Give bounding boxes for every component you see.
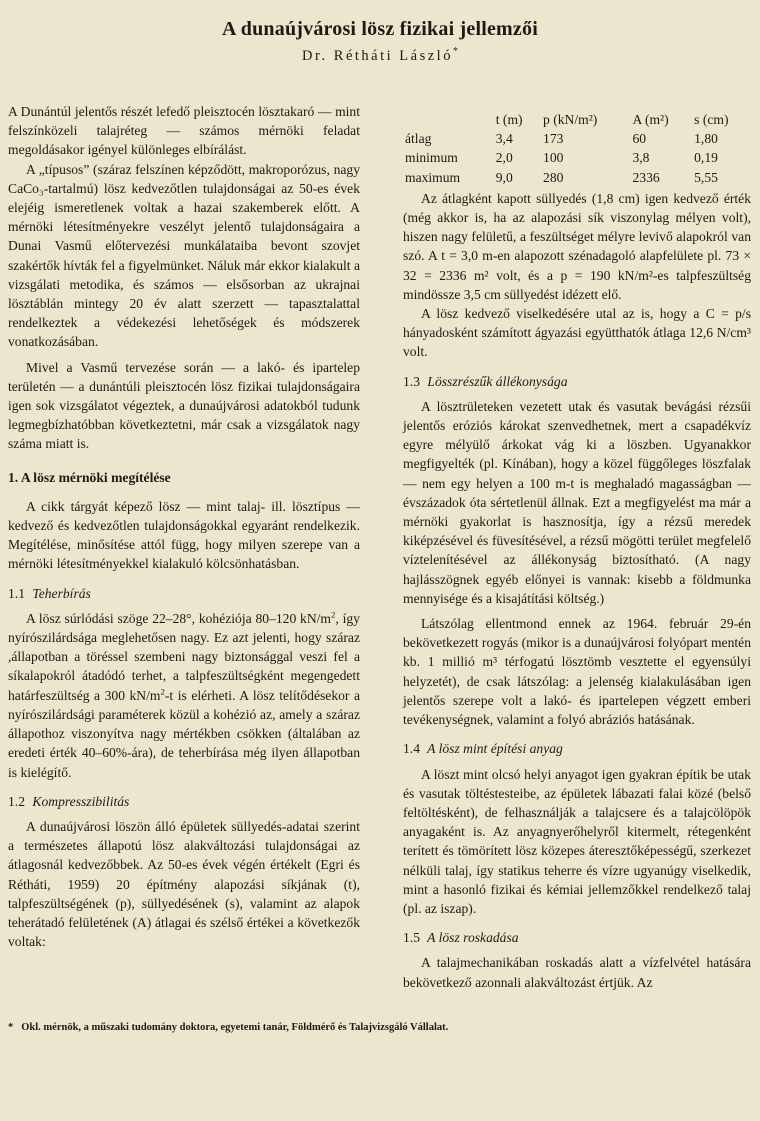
subsection-number: 1.2 <box>8 793 25 809</box>
table-cell: 2,0 <box>495 150 513 166</box>
superscript: 2 <box>331 609 336 620</box>
table-cell: 5,55 <box>694 169 718 185</box>
table-header-cell <box>403 110 494 129</box>
subsection-title: A lösz roskadása <box>427 930 519 946</box>
paragraph: A cikk tárgyát képező lösz — mint talaj- ill. lösztípus — kedvező és kedvezőtlen tulajdonságokkal egyaránt rendelkezik. Megítélése, minősítése attól függ, hogy milyen szerepe van a mérnöki létesítményekkel kialakuló kölcsönhatásban. <box>8 498 360 572</box>
subsection-title: Teherbírás <box>32 585 91 601</box>
table-header-row <box>403 110 751 129</box>
footnote-text: Okl. mérnök, a műszaki tudomány doktora, egyetemi tanár, Földmérő és Talajvizsgáló Vállalat. <box>21 1022 449 1033</box>
table-cell: minimum <box>405 150 458 166</box>
paragraph <box>8 609 360 782</box>
author-name: Dr. Rétháti László <box>302 48 453 64</box>
text-run: , így nyírószilárdsága meglehetősen nagy. Ez azt jelenti, hogy száraz ,állapotban a töréssel szembeni nagy biztonsággal veszi fel a síkalapokról átadódó terhet, a talpfeszültségként megengedett határfeszültség a 300 kN/m <box>8 610 360 703</box>
subsection-title: Kompresszibilitás <box>32 793 130 809</box>
paragraph: Az átlagként kapott süllyedés (1,8 cm) igen kedvező érték (még akkor is, ha az alapozási sík viszonylag mélyen volt), hiszen nagy felületű, a feszültséget mélyre levivő alapokról van szó. A t = 3,0 m-en alapozott szénadagoló alapfelülete pl. 73 × 32 = 2336 m² volt, és a p = 190 kN/m²-es talpfeszültség mindössze 3,5 cm süllyedést idézett elő. <box>403 190 751 302</box>
subsection-heading <box>403 739 751 758</box>
paragraph: Mivel a Vasmű tervezése során — a lakó- és ipartelep területén — a dunántúli pleisztocén lösz fizikai tulajdonságaira igen sok vizsgálatot végeztek, a dunaújvárosi adatokból tudunk legmegbízhatóbban következtetni, már csak a vizsgálatok nagy száma miatt is. <box>8 359 360 452</box>
footnote-mark: * <box>8 1022 14 1033</box>
table-cell: 173 <box>543 131 564 147</box>
subsection-heading <box>403 928 751 947</box>
table-header-cell: s (cm) <box>694 112 729 127</box>
subsection-heading <box>8 792 360 811</box>
article-author <box>0 48 760 65</box>
table-cell: 1,80 <box>694 131 718 147</box>
text-run: -t is elérheti. A lösz telítődésekor a nyírószilárdsági paraméterek közül a kohézió az, amely a száraz állapothoz viszonyítva nagy mértékben csökken (általában az eredeti érték 40–60%-ára), de teherbírása még ilyen állapotban is kielégítő. <box>8 687 361 780</box>
paragraph: A lösztrületeken vezetett utak és vasutak bevágási rézsűi jelentős eróziós károkat szenvedhetnek, mert a csapadékvíz egyre mélyülő árkokat vág ki a löszben. Ugyanakkor megfigyelték (pl. Kínában), hogy a közel függőleges löszfalak — nem egy helyen a 100 m-t is meghaladó magasságban — évszázadok óta sértetlenül állnak. Ezt a megfigyelést ma már a mérnöki gyakorlat is hasznosítja, így a rézsű meredek kiképzésével és füvesítésével, a rézsű mögötti terület megfelelő víztelenítésével az állékonyság biztosítható. (A nagy hajlásszögnek egyéb előnyei is vannak: kisebb a földmunka mennyisége és a kisajátítási költség.) <box>403 398 751 606</box>
table-header-cell: p (kN/m²) <box>543 112 598 127</box>
table-cell: 3,4 <box>495 131 513 147</box>
subsection-number: 1.4 <box>403 741 420 757</box>
section-heading: 1. A lösz mérnöki megítélése <box>8 469 171 485</box>
table-cell: 280 <box>543 169 564 185</box>
paragraph: A lösz kedvező viselkedésére utal az is, hogy a C = p/s hányadosként számított ágyazási együtthatók átlaga 12,6 N/cm³ volt. <box>403 306 751 360</box>
paragraph: A talajmechanikában roskadás alatt a vízfelvétel hatására bekövetkező azonnali alakváltozást értjük. Az <box>403 955 751 990</box>
left-column <box>8 102 360 951</box>
table-header-cell: A (m²) <box>632 112 669 127</box>
paragraph: A „típusos” (száraz felszínen képződött, makroporózus, nagy CaCo₃-tartalmú) lösz kedvezőtlen tulajdonságai az 50-es évek elejéig ismeretlenek voltak a hazai szakemberek előtt. A mérnöki létesítményekre veszélyt jelentő tulajdonságaira a Dunai Vasmű előtervezési munkálataiba bevont szovjet szakértők hívták fel a figyelmünket. Náluk már ekkor kialakult a vizsgálati metodika, és számos — elsősorban az ukrajnai lösztáblán mintegy 20 év alatt szerzett — tapasztalattal rendelkeztek a védekezési lehetőségek és módszerek vonatkozásában. <box>8 161 360 350</box>
subsection-heading <box>403 372 751 391</box>
paragraph: A löszt mint olcsó helyi anyagot igen gyakran építik be utak és vasutak töltéstesteibe, az épületek lábazati falai közé (belső feltöltésként), de felhasználják a talajcsere és a talajcölöpök anyagaként is. Az anyagnyerőhelyről kitermelt, rétegenként terített és tömörített lösz közepes áteresztőképességű, szerkezet nélküli talaj, így statikus teherre és vízre ugyanúgy viselkedik, mint a hasonló fizikai és kémiai jellemzőkkel rendelkező talaj (pl. az iszap). <box>403 766 751 916</box>
table-header-cell: t (m) <box>495 112 523 127</box>
paragraph: A Dunántúl jelentős részét lefedő pleisztocén lösztakaró — mint felszínközeli talajréteg — számos mérnöki feladat megoldásakor igényel különleges elbírálást. <box>8 104 360 158</box>
subsection-number: 1.1 <box>8 585 25 601</box>
text-run: A lösz súrlódási szöge 22–28°, kohéziója 80–120 kN/m <box>26 610 331 626</box>
subsection-number: 1.3 <box>403 373 420 389</box>
table-row <box>403 148 751 167</box>
table-row <box>403 168 751 187</box>
subsection-title: Lösszrészűk állékonysága <box>427 373 568 389</box>
table-row <box>403 129 751 148</box>
paragraph: A dunaújvárosi löszön álló épületek süllyedés-adatai szerint a természetes állapotú lösz alakváltozási tulajdonságai az átlagosnál kedvezőbbek. Az 50-es évek végén értékelt (Egri és Rétháti, 1959) 20 építmény alapozási síkjának (t), talpfeszültségének (p), süllyedésének (s), valamint az alapok teherátadó felületének (A) átlagai és szélső értékei a következők voltak: <box>8 818 360 950</box>
table-cell: 60 <box>632 131 647 147</box>
superscript: 2 <box>160 686 165 697</box>
right-column <box>403 110 751 992</box>
footnote <box>8 1022 748 1033</box>
table-cell: maximum <box>405 169 461 185</box>
article-title: A dunaújvárosi lösz fizikai jellemzői <box>222 18 538 40</box>
statistics-table <box>403 110 751 187</box>
table-cell: 3,8 <box>632 150 650 166</box>
subsection-number: 1.5 <box>403 930 420 946</box>
paragraph: Látszólag ellentmond ennek az 1964. február 29-én bekövetkezett rogyás (mikor is a dunaújvárosi folyópart mentén kb. 1 millió m³ térfogatú lösztömb vesztette el egyensúlyi helyzetét), de csak látszólag: a jelenség kialakulásában igen jelentős szerepe volt a lakó- és ipartelepen végzett emberi tevékenységnek, valamint a folyó abráziós hatásának. <box>403 616 751 728</box>
table-cell: 2336 <box>632 169 660 185</box>
table-cell: 100 <box>543 150 564 166</box>
table-cell: átlag <box>405 131 432 147</box>
subsection-title: A lösz mint építési anyag <box>427 741 563 757</box>
table-cell: 9,0 <box>495 169 513 185</box>
author-footnote-mark: * <box>452 46 458 58</box>
subsection-heading <box>8 584 360 603</box>
table-cell: 0,19 <box>694 150 718 166</box>
